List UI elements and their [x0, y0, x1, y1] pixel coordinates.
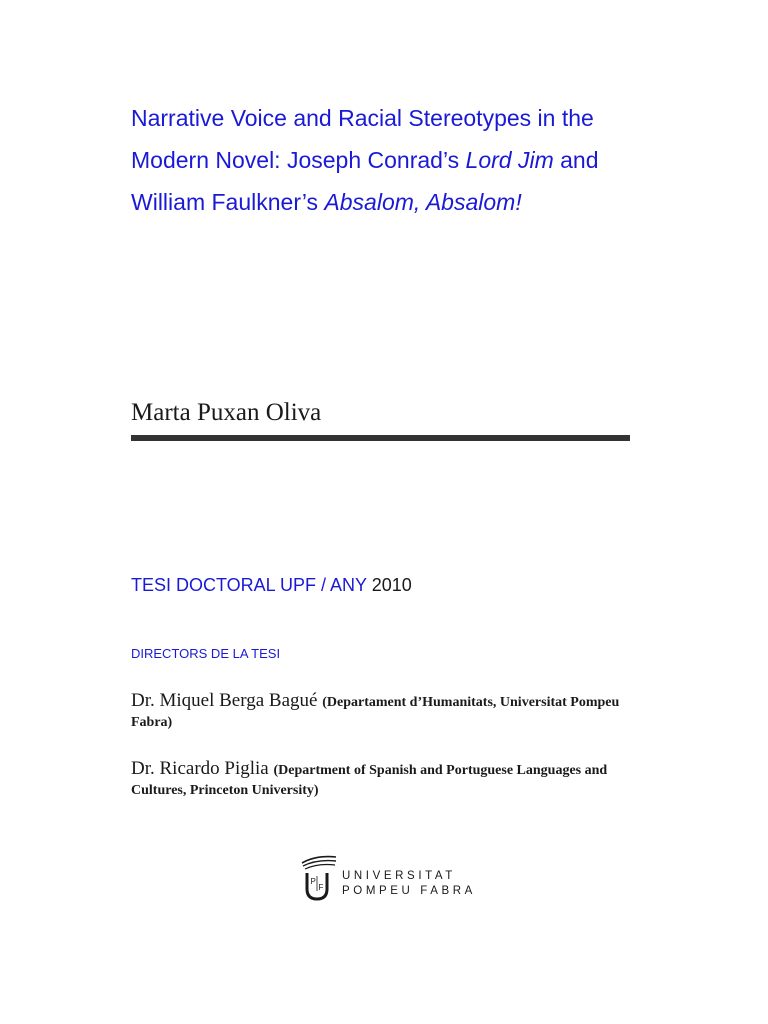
thesis-label: TESI DOCTORAL UPF / ANY [131, 575, 372, 595]
directors-heading: DIRECTORS DE LA TESI [131, 646, 281, 661]
author-name: Marta Puxan Oliva [131, 399, 322, 426]
svg-text:P: P [310, 877, 316, 886]
svg-text:F: F [318, 883, 324, 892]
thesis-year: 2010 [371, 575, 412, 595]
title-text-part-2: and William Faulkner’s [131, 147, 599, 215]
thesis-type-line [131, 572, 412, 598]
upf-logo-icon [298, 853, 338, 903]
university-name-line-2: POMPEU FABRA [342, 885, 476, 897]
director-name: Dr. Miquel Berga Bagué [131, 690, 323, 711]
title-italic-absalom: Absalom, Absalom! [324, 189, 522, 215]
director-name: Dr. Ricardo Piglia [131, 758, 274, 779]
director-entry [131, 689, 631, 733]
title-text-part-1: Narrative Voice and Racial Stereotypes in the Modern Novel: Joseph Conrad’s [131, 105, 594, 173]
title-italic-lord-jim: Lord Jim [465, 147, 554, 173]
director-affiliation: (Department of Spanish and Portuguese Languages and Cultures, Princeton University) [131, 763, 608, 798]
director-entry [131, 757, 631, 801]
university-logo [298, 853, 478, 903]
thesis-title [131, 97, 651, 223]
university-name [342, 869, 476, 899]
director-affiliation: (Departament d’Humanitats, Universitat Pompeu Fabra) [131, 695, 620, 730]
university-name-line-1: UNIVERSITAT [342, 870, 456, 882]
divider-rule [131, 435, 630, 441]
